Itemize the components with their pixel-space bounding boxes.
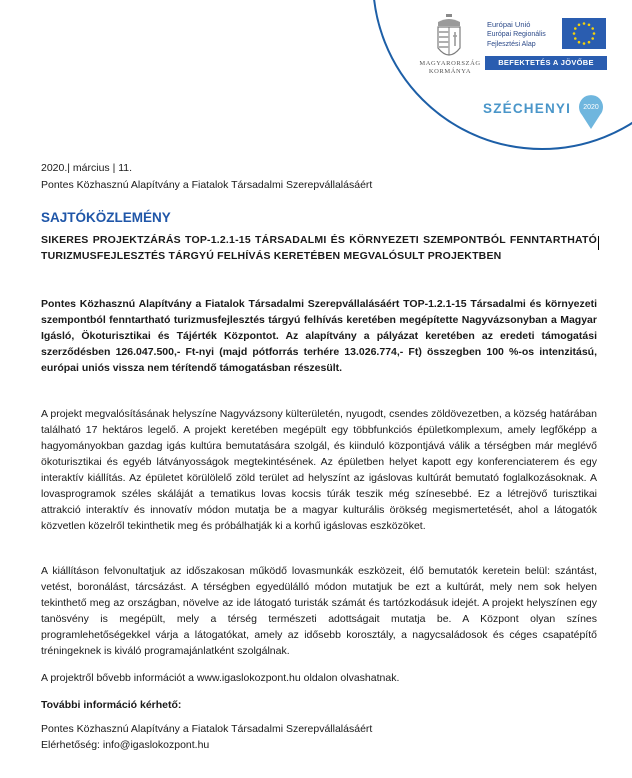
hungarian-crest-icon [432, 14, 466, 64]
contact-email: Elérhetőség: info@igaslokozpont.hu [41, 739, 210, 751]
issuer-name: Pontes Közhasznú Alapítvány a Fiatalok Társadalmi Szerepvállalásáért [41, 179, 373, 191]
lead-paragraph: Pontes Közhasznú Alapítvány a Fiatalok Társadalmi Szerepvállalásáért TOP-1.2.1-15 Társadalmi és környezeti szempontból fenntartható turizmusfejlesztés tárgyú felhívás keretében megépítette Nagyvázsonyban a Magyar Igásló, Ökoturisztikai és Tájérték Központot. Az alapítvány a pályázat keretében az eredeti támogatási szerződésben 126.047.500,- Ft-nyi (majd pótforrás terhére 13.026.774,- Ft) összegben 100 %-os intenzitású, európai uniós vissza nem térítendő támogatásban részesült. [41, 298, 597, 374]
eu-flag-icon [562, 18, 606, 49]
eu-fund-label [487, 20, 565, 50]
szechenyi-pin-icon [577, 92, 605, 130]
body-paragraph-exhibition: A kiállításon felvonultatjuk az időszakosan működő lovasmunkák eszközeit, élő bemutatók keretein belül: szántást, vetést, boronálást, tárcsázást. A térségben egyedülálló módon mutatjuk be ezt a kultúrát, mely nem sok helyen tekinthető meg az országban, növelve az ide látogató turisták számát és tartózkodásuk idejét. A projekt helyszínen egy tanösvény is megépült, mely a térség természeti adottságait mutatja be. A Központ olyan színes programlehetőségekkel várja a látogatókat, amely az idősebb korosztály, a nagycsaládosok és céges csapatépítő tréningeknek is kiváló programajánlatként szolgálnak. [41, 565, 597, 657]
page-title: SAJTÓKÖZLEMÉNY [41, 210, 171, 225]
eu-line-2: Európai Regionális [487, 31, 546, 38]
eu-investment-badge: BEFEKTETÉS A JÖVŐBE [485, 56, 607, 70]
szechenyi-year: 2020 [583, 104, 599, 111]
szechenyi-logo-text: SZÉCHENYI [483, 101, 572, 116]
contact-organization: Pontes Közhasznú Alapítvány a Fiatalok Társadalmi Szerepvállalásáért [41, 723, 373, 735]
body-paragraph-location: A projekt megvalósításának helyszíne Nagyvázsony külterületén, nyugodt, csendes zöldövezetben, a község határában található 17 hektáros legelő. A projekt keretében megépült egy többfunkciós épületkomplexum, amely legfőképp a hagyományokban gazdag igás kultúra bemutatására szolgál, és kiinduló központjává válik a térségben már meglévő ökoturisztikai és egyéb látványosságok megtekintésének. Az épületben helyet kapott egy konferenciaterem és egy interaktív kiállítás. Az épületet körülölelő zöld terület ad helyszínt az igáslovas kultúrát bemutató foglalkozásoknak. A lovasprogramok széles skáláját a tematikus lovas kocsis túrák teszik még színesebbé. Ez a létrejövő turisztikai attrakció interaktív és innovatív módon mutatja be a magyar kulturális örökség megismertetését, ahol a látogatók közvetlen közelről tekinthetik meg és próbálhatják ki a korhű igáslovas eszközöket. [41, 408, 597, 532]
crest-caption: MAGYARORSZÁG KORMÁNYA [419, 60, 481, 75]
press-release-subtitle: SIKERES PROJEKTZÁRÁS TOP-1.2.1-15 TÁRSADALMI ÉS KÖRNYEZETI SZEMPONTBÓL FENNTARTHATÓ TURIZMUSFEJLESZTÉS TÁRGYÚ FELHÍVÁS KERETÉBEN MEGVALÓSULT PROJEKTBEN [41, 234, 597, 262]
press-release-date: 2020.| március | 11. [41, 162, 133, 174]
contact-heading: További információ kérhető: [41, 699, 182, 711]
more-info-line: A projektről bővebb információt a www.igaslokozpont.hu oldalon olvashatnak. [41, 672, 400, 684]
eu-line-3: Fejlesztési Alap [487, 41, 536, 48]
text-cursor [598, 236, 599, 250]
eu-line-1: Európai Unió [487, 20, 531, 29]
